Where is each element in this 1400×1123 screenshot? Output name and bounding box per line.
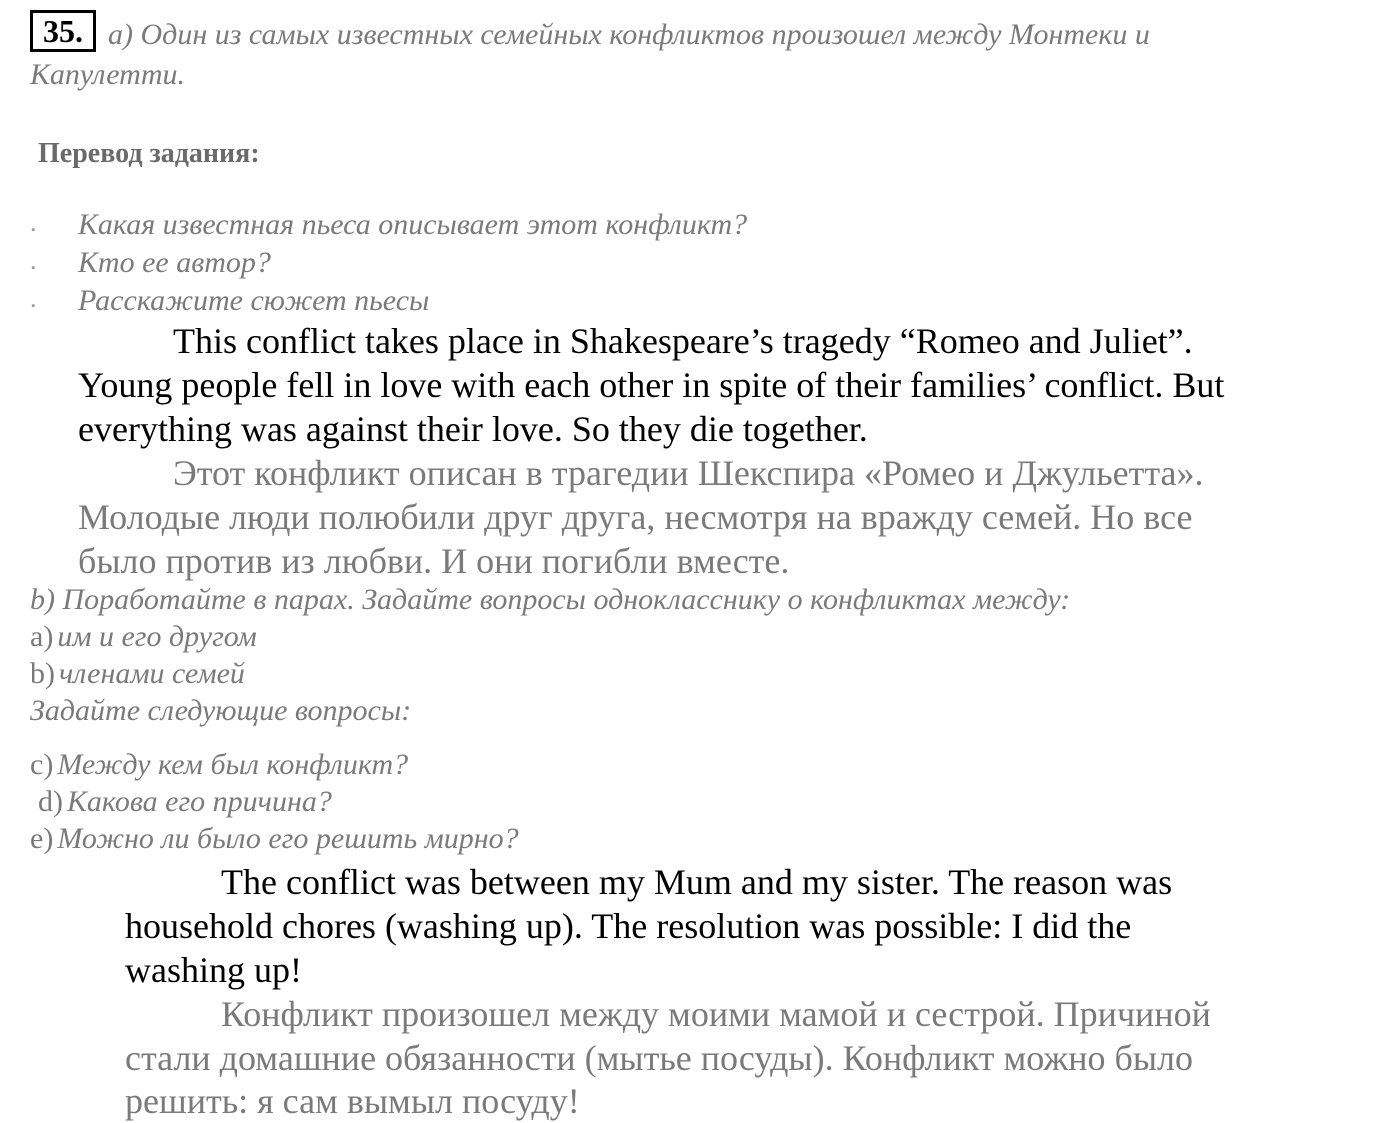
question-item: Какая известная пьеса описывает этот конфликт?	[78, 208, 748, 241]
item-label: c)	[30, 748, 54, 781]
question-bullet: .	[30, 246, 37, 275]
answer2-en-line: The conflict was between my Mum and my sister. The reason was	[221, 862, 1173, 902]
item-label: а)	[30, 620, 54, 653]
answer2-ru-line: решить: я сам вымыл посуду!	[125, 1081, 580, 1121]
item-label: b)	[30, 657, 55, 690]
task-b-ask: Задайте следующие вопросы:	[30, 694, 412, 727]
task-b-item-e	[30, 822, 519, 856]
task-a-line1: а) Один из самых известных семейных конфликтов произошел между Монтеки и	[108, 18, 1150, 51]
task-b-item-b	[30, 657, 245, 691]
answer2-en-line: washing up!	[125, 950, 302, 990]
question-item: Расскажите сюжет пьесы	[78, 284, 430, 317]
answer1-ru-line: было против из любви. И они погибли вместе.	[78, 541, 790, 581]
item-text: Между кем был конфликт?	[57, 748, 409, 781]
question-bullet: .	[30, 208, 37, 237]
answer2-ru-line: стали домашние обязанности (мытье посуды). Конфликт можно было	[125, 1038, 1193, 1078]
answer1-en-line: Young people fell in love with each other in spite of their families’ conflict. But	[78, 365, 1225, 405]
item-label: e)	[30, 822, 54, 855]
item-label: d)	[38, 785, 63, 818]
exercise-number-box: 35.	[30, 10, 96, 52]
task-a-line2: Капулетти.	[30, 58, 186, 91]
translation-heading: Перевод задания:	[38, 138, 260, 169]
item-text: членами семей	[59, 657, 245, 690]
task-b-item-a	[30, 620, 257, 654]
item-text: Можно ли было его решить мирно?	[57, 822, 519, 855]
item-text: Какова его причина?	[67, 785, 332, 818]
answer1-en-line: everything was against their love. So they die together.	[78, 409, 868, 449]
question-item: Кто ее автор?	[78, 246, 271, 279]
answer1-ru-line: Этот конфликт описан в трагедии Шекспира «Ромео и Джульетта».	[173, 453, 1204, 493]
question-bullet: .	[30, 284, 37, 313]
answer1-en-line: This conflict takes place in Shakespeare’s tragedy “Romeo and Juliet”.	[173, 321, 1193, 361]
answer1-ru-line: Молодые люди полюбили друг друга, несмотря на вражду семей. Но все	[78, 497, 1193, 537]
task-b-intro: b) Поработайте в парах. Задайте вопросы однокласснику о конфликтах между:	[30, 583, 1071, 616]
answer2-ru-line: Конфликт произошел между моими мамой и сестрой. Причиной	[221, 994, 1211, 1034]
answer2-en-line: household chores (washing up). The resolution was possible: I did the	[125, 906, 1132, 946]
task-b-item-d	[38, 785, 332, 819]
task-b-item-c	[30, 748, 408, 782]
item-text: им и его другом	[57, 620, 257, 653]
